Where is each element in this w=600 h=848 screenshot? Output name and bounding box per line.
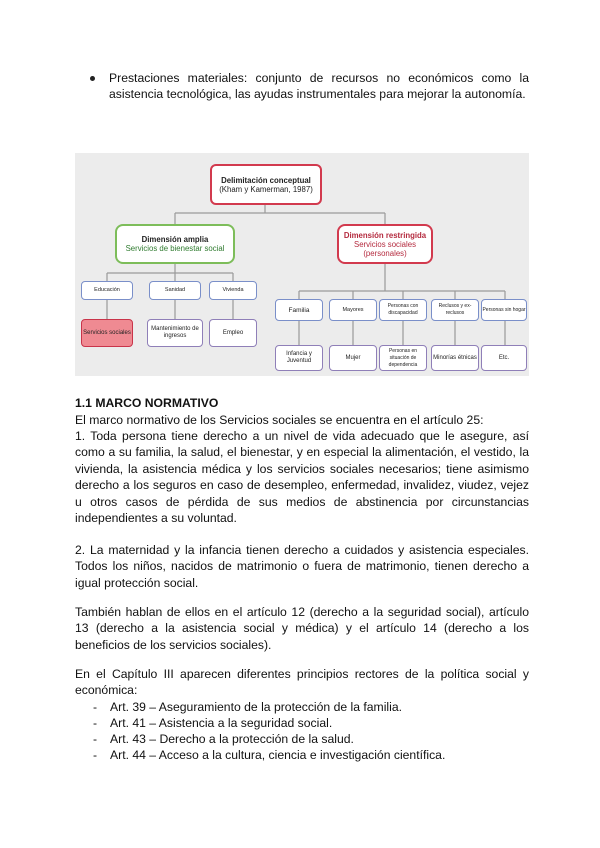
list-dash: - — [93, 700, 98, 714]
section-title: 1.1 MARCO NORMATIVO — [75, 396, 219, 410]
category-reclusos: Reclusos y ex-reclusos — [431, 299, 479, 321]
paragraph-other-articles: También hablan de ellos en el artículo 12 (derecho a la seguridad social), artículo 13 (derecho a la asistencia social y médica) y el artículo 14 (derecho a los beneficios de los servicios sociales). — [75, 605, 529, 652]
category-discapacidad: Personas con discapacidad — [379, 299, 427, 321]
paragraph-article-25-1: 1. Toda persona tiene derecho a un nivel de vida adecuado que le asegure, así como a su familia, la salud, el bienestar, y en especial la alimentación, el vestido, la vivienda, la asistencia médica y los servicios sociales necesarios; tiene asimismo derecho a los seguros en caso de desempleo, enfermedad, invalidez, viudez, vejez u otros casos de pérdida de sus medios de abstinencia por circunstancias independientes a su voluntad. — [75, 429, 529, 526]
list-item: Art. 39 – Aseguramiento de la protección de la familia. — [110, 700, 402, 714]
concept-diagram — [75, 153, 529, 376]
list-item: Art. 43 – Derecho a la protección de la salud. — [110, 732, 354, 746]
root-subtitle: (Kham y Kamerman, 1987) — [219, 184, 313, 194]
list-dash: - — [93, 732, 98, 746]
category-sin-hogar: Personas sin hogar — [481, 299, 527, 321]
broad-dimension-subtitle: Servicios de bienestar social — [125, 244, 225, 253]
root-title: Delimitación conceptual — [221, 175, 311, 185]
paragraph-chapter-iii: En el Capítulo III aparecen diferentes principios rectores de la política social y económica: — [75, 667, 529, 698]
leaf-mujer: Mujer — [329, 345, 377, 371]
leaf-servicios-sociales: Servicios sociales — [81, 319, 133, 347]
paragraph-article-25-2: 2. La maternidad y la infancia tienen derecho a cuidados y asistencia especiales. Todos los niños, nacidos de matrimonio o fuera de matrimonio, tienen derecho a igual protección social. — [75, 543, 529, 590]
leaf-empleo: Empleo — [209, 319, 257, 347]
restricted-dimension-node — [337, 224, 433, 264]
leaf-mantenimiento-ingresos: Mantenimiento de ingresos — [147, 319, 203, 347]
list-item: Art. 41 – Asistencia a la seguridad social. — [110, 716, 333, 730]
restricted-dimension-subtitle: Servicios sociales (personales) — [354, 239, 416, 258]
leaf-infancia-juventud: Infancia y Juventud — [275, 345, 323, 371]
root-node — [210, 164, 322, 205]
category-sanidad: Sanidad — [149, 281, 201, 300]
broad-dimension-node — [115, 224, 235, 264]
list-dash: - — [93, 716, 98, 730]
list-dash: - — [93, 748, 98, 762]
category-mayores: Mayores — [329, 299, 377, 321]
leaf-minorias-etnicas: Minorías étnicas — [431, 345, 479, 371]
bullet-dot — [90, 76, 95, 81]
category-vivienda: Vivienda — [209, 281, 257, 300]
restricted-dimension-title: Dimensión restringida — [343, 230, 427, 240]
leaf-etc: Etc. — [481, 345, 527, 371]
category-educacion: Educación — [81, 281, 133, 300]
paragraph-intro: El marco normativo de los Servicios sociales se encuentra en el artículo 25: — [75, 413, 484, 427]
broad-dimension-title: Dimensión amplia — [141, 235, 209, 244]
category-familia: Familia — [275, 299, 323, 321]
bullet-paragraph: Prestaciones materiales: conjunto de recursos no económicos como la asistencia tecnológica, las ayudas instrumentales para mejorar la autonomía. — [109, 71, 529, 102]
leaf-dependencia: Personas en situación de dependencia — [379, 345, 427, 371]
list-item: Art. 44 – Acceso a la cultura, ciencia e investigación científica. — [110, 748, 446, 762]
